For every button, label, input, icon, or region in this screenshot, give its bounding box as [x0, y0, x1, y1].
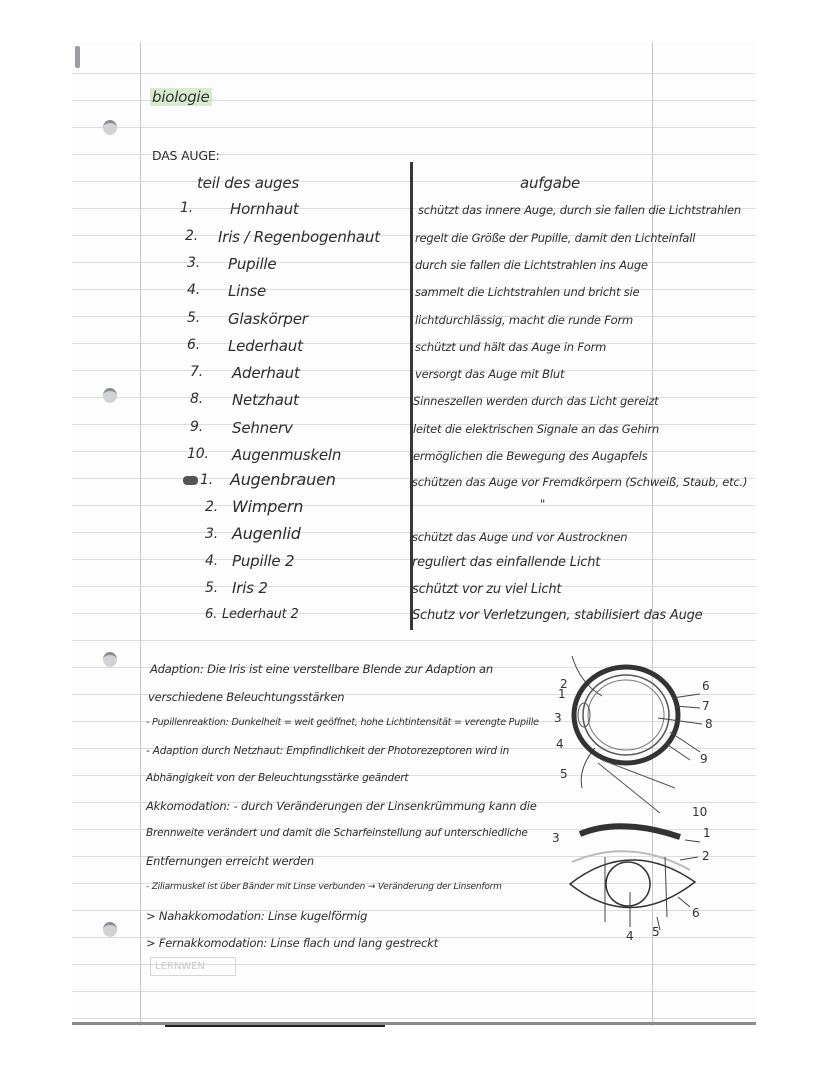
- row-task: ": [540, 497, 546, 511]
- label-8: 8: [705, 717, 713, 731]
- row-task: sammelt die Lichtstrahlen und bricht sie: [415, 285, 640, 299]
- row-task: durch sie fallen die Lichtstrahlen ins Auge: [415, 258, 648, 272]
- note-line: Akkomodation: - durch Veränderungen der Linsenkrümmung kann die: [146, 799, 537, 813]
- row-part: Linse: [228, 282, 267, 300]
- label-1: 1: [703, 826, 711, 840]
- note-line: verschiedene Beleuchtungsstärken: [148, 690, 345, 704]
- row-part: Lederhaut: [228, 337, 303, 355]
- label-4: 4: [626, 929, 634, 943]
- row-number: 2.: [205, 499, 218, 515]
- label-3: 3: [552, 831, 560, 845]
- page-shadow: [165, 1025, 385, 1027]
- eye-cross-section-diagram: [540, 648, 720, 823]
- left-margin-line: [140, 42, 141, 1026]
- subject-title: biologie: [152, 88, 210, 106]
- row-part: Hornhaut: [230, 200, 299, 218]
- row-number: 4.: [187, 282, 200, 298]
- label-7: 7: [702, 699, 710, 713]
- row-part: Aderhaut: [232, 364, 300, 382]
- punch-hole: [103, 652, 117, 667]
- row-number: 3.: [205, 526, 218, 542]
- note-line: - Ziliarmuskel ist über Bänder mit Linse verbunden → Veränderung der Linsenform: [146, 882, 502, 892]
- note-line: Abhängigkeit von der Beleuchtungsstärke geändert: [146, 772, 409, 784]
- note-line: Entfernungen erreicht werden: [146, 854, 314, 868]
- brand-logo: LERNWEN: [150, 957, 236, 976]
- row-number: 7.: [190, 364, 203, 380]
- row-part: Wimpern: [232, 497, 304, 516]
- label-4: 4: [556, 737, 564, 751]
- row-task: leitet die elektrischen Signale an das Gehirn: [413, 422, 660, 436]
- note-line: - Adaption durch Netzhaut: Empfindlichkeit der Photorezeptoren wird in: [146, 745, 510, 757]
- row-task: schützt vor zu viel Licht: [412, 582, 562, 597]
- row-number: 3.: [187, 255, 200, 271]
- row-part: Augenlid: [232, 524, 301, 543]
- punch-hole: [103, 922, 117, 937]
- label-6: 6: [692, 906, 700, 920]
- row-task: Schutz vor Verletzungen, stabilisiert das Auge: [412, 608, 703, 623]
- punch-hole: [103, 388, 117, 403]
- row-task: schützt das innere Auge, durch sie fallen die Lichtstrahlen: [418, 203, 742, 217]
- row-task: ermöglichen die Bewegung des Augapfels: [413, 449, 648, 463]
- page-title: DAS AUGE:: [152, 148, 220, 163]
- row-number: 2.: [185, 228, 198, 244]
- note-line: > Nahakkomodation: Linse kugelförmig: [146, 909, 368, 923]
- eraser-smudge: [183, 476, 198, 485]
- label-10: 10: [692, 805, 708, 819]
- row-part: Pupille: [228, 255, 277, 273]
- label-5: 5: [652, 925, 660, 939]
- label-2: 2: [702, 849, 710, 863]
- row-number: 10.: [187, 446, 209, 462]
- row-part: Pupille 2: [232, 552, 295, 570]
- row-task: versorgt das Auge mit Blut: [415, 367, 565, 381]
- row-task: schützen das Auge vor Fremdkörpern (Schweiß, Staub, etc.): [412, 475, 748, 489]
- row-number: 9.: [190, 419, 203, 435]
- row-task: schützt das Auge und vor Austrocknen: [412, 530, 628, 544]
- row-task: Sinneszellen werden durch das Licht gereizt: [413, 394, 659, 408]
- row-number: 1.: [180, 200, 193, 216]
- row-task: reguliert das einfallende Licht: [412, 555, 601, 570]
- row-number: 8.: [190, 391, 203, 407]
- row-part: Iris / Regenbogenhaut: [218, 228, 380, 246]
- row-part: Glaskörper: [228, 310, 308, 328]
- note-line: Brennweite verändert und damit die Scharfeinstellung auf unterschiedliche: [146, 827, 528, 839]
- label-1: 1: [558, 687, 566, 701]
- row-number: 6.: [205, 607, 218, 622]
- column-header-task: aufgabe: [520, 174, 581, 192]
- punch-hole: [103, 120, 117, 135]
- label-6: 6: [702, 679, 710, 693]
- row-number: 5.: [205, 580, 218, 596]
- label-5: 5: [560, 767, 568, 781]
- label-2: 2: [560, 677, 568, 691]
- eye-front-view-diagram: [552, 812, 720, 943]
- note-line: Adaption: Die Iris ist eine verstellbare Blende zur Adaption an: [150, 662, 493, 676]
- row-part: Sehnerv: [232, 419, 293, 437]
- row-number: 5.: [187, 310, 200, 326]
- row-number: 6.: [187, 337, 200, 353]
- label-3: 3: [554, 711, 562, 725]
- binder-clip-mark: [75, 46, 80, 68]
- row-part: Augenmuskeln: [232, 446, 342, 464]
- row-task: lichtdurchlässig, macht die runde Form: [415, 313, 634, 327]
- label-9: 9: [700, 752, 708, 766]
- row-task: schützt und hält das Auge in Form: [415, 340, 607, 354]
- row-part: Netzhaut: [232, 391, 299, 409]
- row-part: Iris 2: [232, 579, 268, 597]
- note-line: - Pupillenreaktion: Dunkelheit = weit geöffnet, hohe Lichtintensität = verengte Pupille: [146, 717, 539, 728]
- column-header-part: teil des auges: [197, 174, 300, 192]
- row-part: Lederhaut 2: [222, 607, 299, 622]
- row-task: regelt die Größe der Pupille, damit den Lichteinfall: [415, 231, 696, 245]
- row-number: 4.: [205, 553, 218, 569]
- row-part: Augenbrauen: [230, 470, 336, 489]
- row-number: 1.: [200, 472, 213, 488]
- note-line: > Fernakkomodation: Linse flach und lang gestreckt: [146, 936, 438, 950]
